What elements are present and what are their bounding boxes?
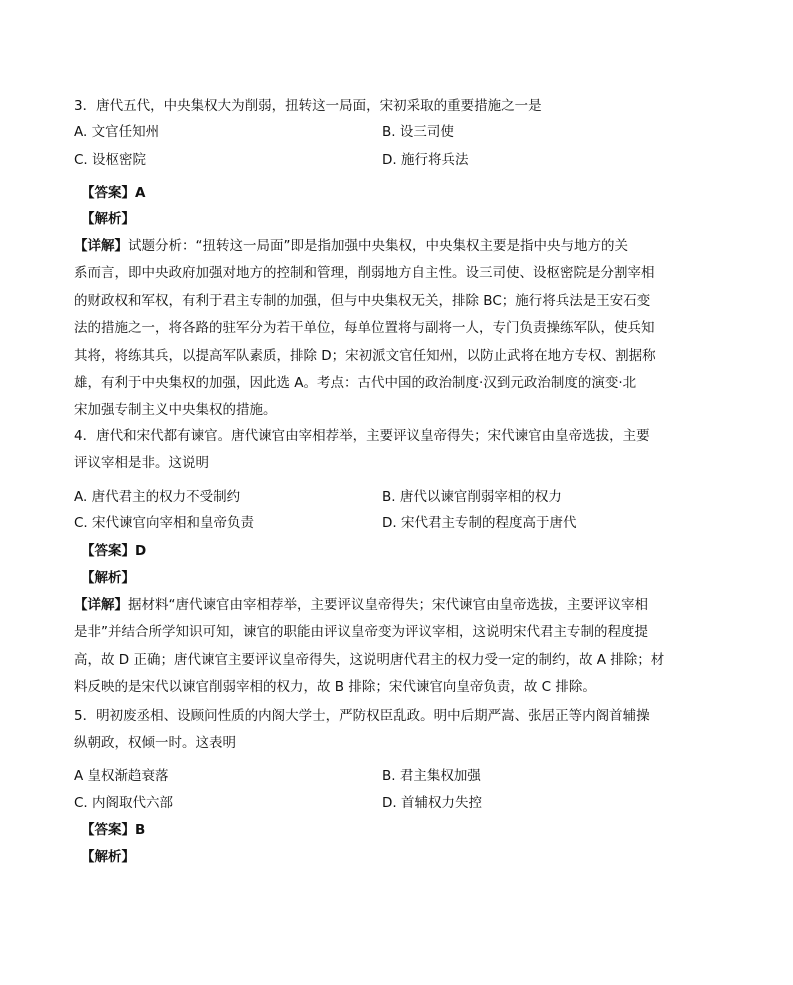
detail-line: 系而言，即中央政府加强对地方的控制和管理，削弱地方自主性。设三司使、设枢密院是分割宰相 [74,265,655,282]
q3-option-a: A. 文官任知州 [74,124,160,140]
question-5-stem: 5．明初废丞相、设顾问性质的内阁大学士，严防权臣乱政。明中后期严嵩、张居正等内阁首辅操 纵朝政，权倾一时。这表明 [74,708,650,752]
detail-line: 雄，有利于中央集权的加强，因此选 A。考点：古代中国的政治制度·汉到元政治制度的演变·北 [74,375,637,392]
answer-tag: 【答案】 [81,543,135,559]
detail-line: 其将，将练其兵，以提高军队素质，排除 D；宋初派文官任知州，以防止武将在地方专权、割据称 [74,347,656,364]
answer-value: A [135,185,146,201]
q4-option-b: B. 唐代以谏官削弱宰相的权力 [382,489,562,505]
q5-option-b: B. 君主集权加强 [382,768,481,784]
detail-line: 法的措施之一，将各路的驻军分为若干单位，每单位置将与副将一人，专门负责操练军队，使兵知 [74,320,655,337]
q3-analysis-tag: 【解析】 [81,211,135,227]
q5-option-c: C. 内阁取代六部 [74,795,174,811]
q3-option-d: D. 施行将兵法 [382,152,469,168]
q4-analysis-tag: 【解析】 [81,570,135,586]
detail-tag: 【详解】 [74,238,128,254]
detail-line: 宋加强专制主义中央集权的措施。 [74,402,277,419]
q5-option-d: D. 首辅权力失控 [382,795,482,811]
q4-option-d: D. 宋代君主专制的程度高于唐代 [382,515,577,531]
q5-answer [81,820,145,840]
detail-line: 料反映的是宋代以谏官削弱宰相的权力，故 B 排除；宋代谏官向皇帝负责，故 C 排除。 [74,679,596,696]
detail-line: 是非”并结合所学知识可知，谏官的职能由评议皇帝变为评议宰相，这说明宋代君主专制的程度提 [74,624,648,641]
q5-option-a: A 皇权渐趋衰落 [74,768,169,784]
answer-value: B [135,822,146,838]
q3-option-b: B. 设三司使 [382,124,454,140]
q4-option-c: C. 宋代谏官向宰相和皇帝负责 [74,515,255,531]
q3-answer [81,183,145,203]
answer-tag: 【答案】 [81,822,135,838]
q4-answer [81,541,146,561]
detail-line: 【详解】据材料“唐代谏官由宰相荐举，主要评议皇帝得失；宋代谏官由皇帝选拔，主要评议宰相 [74,597,648,613]
q4-detail [74,592,702,702]
question-3-stem: 3．唐代五代，中央集权大为削弱，扭转这一局面，宋初采取的重要措施之一是 [74,98,542,114]
q3-detail [74,233,702,425]
q4-option-a: A. 唐代君主的权力不受制约 [74,489,241,505]
answer-tag: 【答案】 [81,185,135,201]
detail-tag: 【详解】 [74,597,128,613]
q3-option-c: C. 设枢密院 [74,152,147,168]
detail-line: 高，故 D 正确；唐代谏官主要评议皇帝得失，这说明唐代君主的权力受一定的制约，故 A 排除；材 [74,651,665,668]
q5-analysis-tag: 【解析】 [81,849,135,865]
detail-line: 的财政权和军权，有利于君主专制的加强，但与中央集权无关，排除 BC；施行将兵法是王安石变 [74,292,651,309]
detail-line: 【详解】试题分析：“扭转这一局面”即是指加强中央集权，中央集权主要是指中央与地方的关 [74,238,628,254]
answer-value: D [135,543,147,559]
question-4-stem: 4．唐代和宋代都有谏官。唐代谏官由宰相荐举，主要评议皇帝得失；宋代谏官由皇帝选拔，主要 评议宰相是非。这说明 [74,428,650,472]
